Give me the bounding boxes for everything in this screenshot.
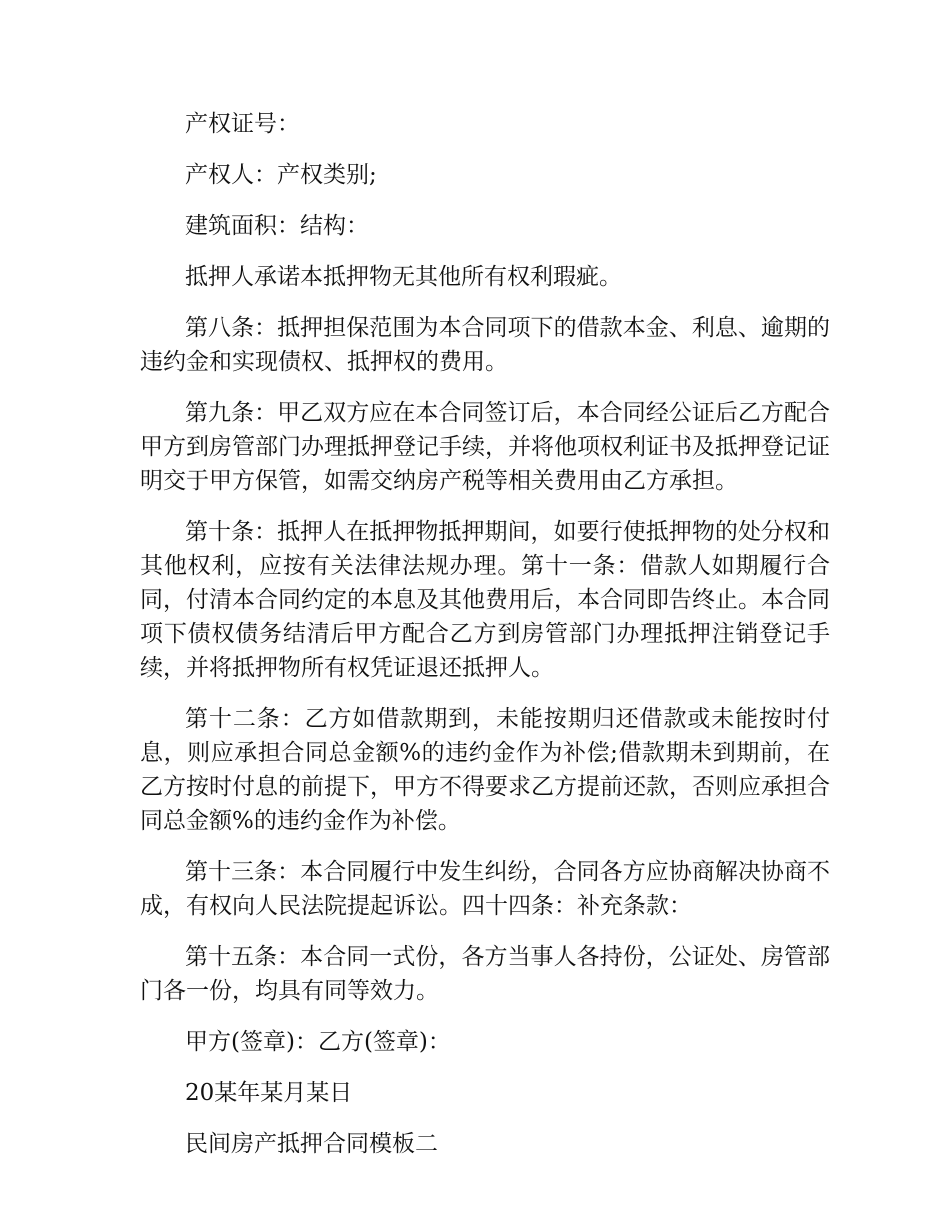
field-property-owner-type: 产权人：产权类别; bbox=[185, 162, 377, 188]
mortgagor-commitment: 抵押人承诺本抵押物无其他所有权利瑕疵。 bbox=[185, 264, 622, 290]
article-13-14: 第十三条：本合同履行中发生纠纷，合同各方应协商解决协商不成，有权向人民法院提起诉讼。四十四条：补充条款： bbox=[140, 859, 830, 919]
article-15: 第十五条：本合同一式份，各方当事人各持份，公证处、房管部门各一份，均具有同等效力。 bbox=[140, 944, 830, 1004]
template-two-title: 民间房产抵押合同模板二 bbox=[185, 1131, 438, 1157]
article-12: 第十二条：乙方如借款期到，未能按期归还借款或未能按时付息，则应承担合同总金额%的违约金作为补偿;借款期未到期前，在乙方按时付息的前提下，甲方不得要求乙方提前还款，否则应承担合同总金额%的违约金作为补偿。 bbox=[140, 706, 830, 834]
field-area-structure: 建筑面积：结构： bbox=[185, 213, 369, 239]
date-line: 20某年某月某日 bbox=[185, 1080, 353, 1106]
article-10-11: 第十条：抵押人在抵押物抵押期间，如要行使抵押物的处分权和其他权利，应按有关法律法规办理。第十一条：借款人如期履行合同，付清本合同约定的本息及其他费用后，本合同即告终止。本合同项下债权债务结清后甲方配合乙方到房管部门办理抵押注销登记手续，并将抵押物所有权凭证退还抵押人。 bbox=[140, 519, 830, 681]
article-8: 第八条：抵押担保范围为本合同项下的借款本金、利息、逾期的违约金和实现债权、抵押权的费用。 bbox=[140, 315, 830, 375]
article-9: 第九条：甲乙双方应在本合同签订后，本合同经公证后乙方配合甲方到房管部门办理抵押登记手续，并将他项权利证书及抵押登记证明交于甲方保管，如需交纳房产税等相关费用由乙方承担。 bbox=[140, 400, 830, 494]
field-property-certificate-number: 产权证号： bbox=[185, 111, 300, 137]
signature-line: 甲方(签章)：乙方(签章)： bbox=[185, 1029, 451, 1055]
document-body bbox=[140, 107, 830, 1178]
